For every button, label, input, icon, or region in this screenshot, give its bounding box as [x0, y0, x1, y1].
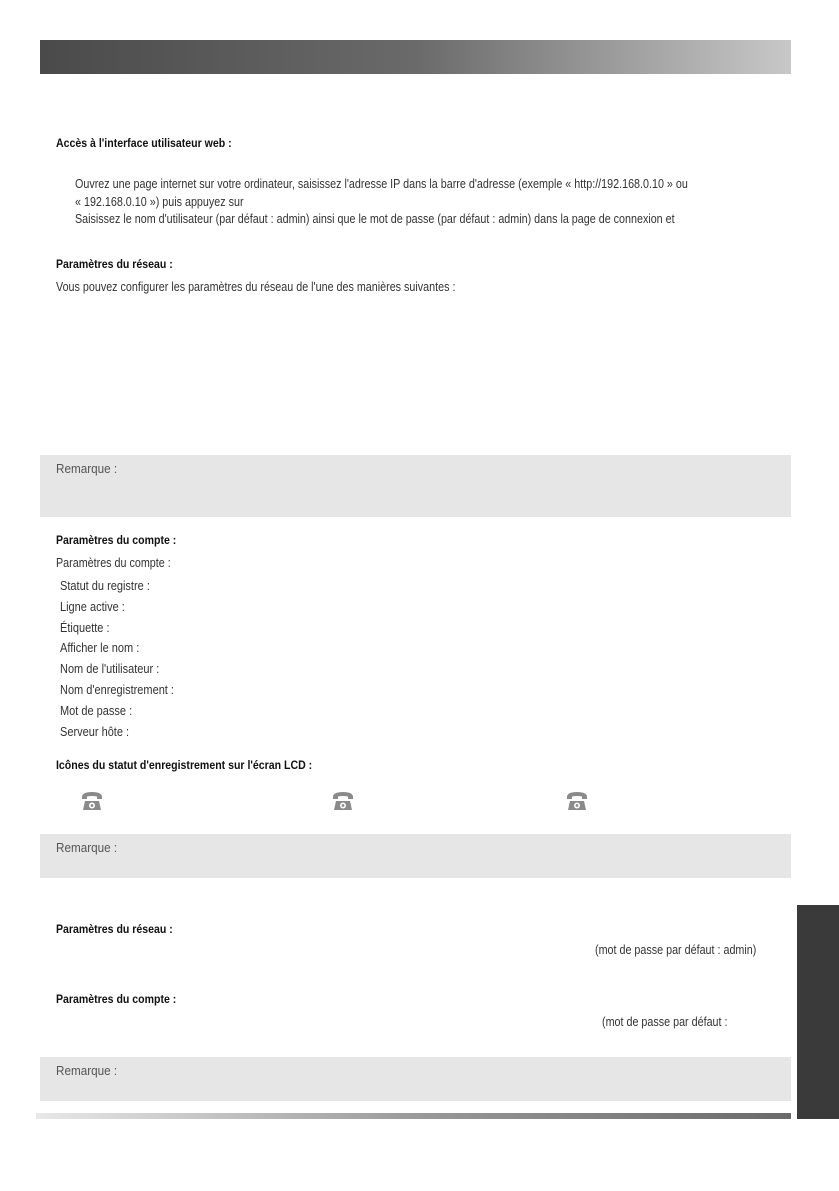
phone-network-heading: Paramètres du réseau :	[56, 922, 173, 936]
phone-account-heading: Paramètres du compte :	[56, 992, 177, 1006]
phone-icon	[331, 790, 355, 812]
web-access-line-2: « 192.168.0.10 ») puis appuyez sur	[75, 195, 244, 209]
field-register-status: Statut du registre :	[60, 579, 150, 593]
lcd-icons-heading: Icônes du statut d'enregistrement sur l'écran LCD :	[56, 758, 313, 772]
field-label: Étiquette :	[60, 621, 110, 635]
note-box-1	[40, 455, 791, 517]
network-intro: Vous pouvez configurer les paramètres du réseau de l'une des manières suivantes :	[56, 280, 456, 294]
field-user-name: Nom de l'utilisateur :	[60, 662, 160, 676]
account-heading: Paramètres du compte :	[56, 533, 177, 547]
field-line-active: Ligne active :	[60, 600, 125, 614]
note-box-2	[40, 834, 791, 878]
field-password: Mot de passe :	[60, 704, 133, 718]
network-heading: Paramètres du réseau :	[56, 257, 173, 271]
note-label-1: Remarque :	[56, 461, 118, 476]
phone-account-password-note: (mot de passe par défaut :	[602, 1015, 728, 1029]
note-label-3: Remarque :	[56, 1063, 118, 1078]
web-access-heading: Accès à l'interface utilisateur web :	[56, 136, 232, 150]
account-intro: Paramètres du compte :	[56, 556, 171, 570]
note-box-3	[40, 1057, 791, 1101]
note-label-2: Remarque :	[56, 840, 118, 855]
page-header-bar	[40, 40, 791, 74]
phone-network-password-note: (mot de passe par défaut : admin)	[595, 943, 757, 957]
footer-line	[36, 1113, 791, 1119]
web-access-line-1: Ouvrez une page internet sur votre ordinateur, saisissez l'adresse IP dans la barre d'adresse (exemple « http://192.168.0.10 » ou	[75, 177, 688, 191]
field-register-name: Nom d'enregistrement :	[60, 683, 174, 697]
field-display-name: Afficher le nom :	[60, 641, 140, 655]
field-server-host: Serveur hôte :	[60, 725, 130, 739]
phone-icon	[80, 790, 104, 812]
side-tab	[797, 905, 839, 1119]
web-access-line-3: Saisissez le nom d'utilisateur (par défaut : admin) ainsi que le mot de passe (par défaut : admin) dans la page de connexion et	[75, 212, 675, 226]
phone-icon	[565, 790, 589, 812]
